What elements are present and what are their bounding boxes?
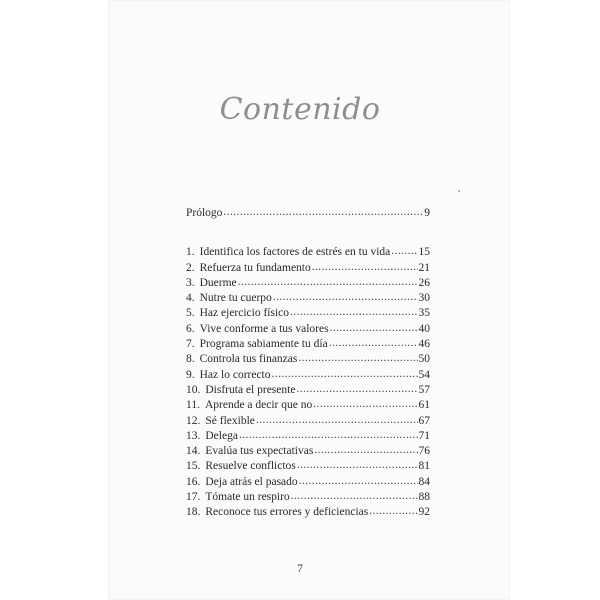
toc-entry-label: Vive conforme a tus valores (199, 322, 329, 335)
toc-entry-label: Haz lo correcto (199, 368, 271, 381)
dot-leader (239, 428, 418, 443)
toc-entry (186, 475, 430, 490)
dot-leader (238, 275, 418, 290)
toc-entry-page: 15 (418, 246, 430, 259)
toc-entry-number: 14. (186, 445, 201, 458)
toc-entry-page: 9 (424, 207, 430, 219)
toc-entry-label: Haz ejercicio físico (199, 307, 290, 320)
toc-entry-label: Evalúa tus expectativas (205, 445, 314, 458)
dot-leader (329, 336, 418, 351)
toc-entry-label: Nutre tu cuerpo (199, 292, 272, 305)
toc-entry (186, 322, 430, 337)
toc-entry (186, 490, 430, 505)
toc-entry-page: 61 (418, 399, 430, 412)
toc-entry-label: Tómate un respiro (205, 491, 290, 504)
toc-entry-page: 76 (418, 445, 430, 458)
page-number: 7 (297, 563, 303, 575)
page-title: Contenido (219, 92, 381, 127)
toc-entry (186, 245, 430, 260)
toc-entry-page: 21 (418, 261, 430, 274)
toc-entry-label: Sé flexible (205, 414, 255, 427)
toc-entry-number: 12. (186, 414, 201, 427)
toc-entry (186, 505, 430, 520)
table-of-contents (186, 206, 430, 521)
toc-entry-number: 13. (186, 429, 201, 442)
toc-entry (186, 368, 430, 383)
dot-leader (330, 321, 418, 336)
toc-entry-number: 18. (186, 506, 201, 519)
toc-entry-number: 5. (186, 307, 195, 320)
toc-entry-number: 8. (186, 353, 195, 366)
toc-entry-page: 35 (418, 307, 430, 320)
toc-entry-number: 7. (186, 338, 195, 351)
toc-entry (186, 429, 430, 444)
toc-entry-number: 17. (186, 491, 201, 504)
dot-leader (273, 290, 418, 305)
toc-entry-label: Deja atrás el pasado (205, 475, 298, 488)
dot-leader (290, 305, 417, 320)
toc-entry-label: Reconoce tus errores y deficiencias (205, 506, 369, 519)
toc-entry-page: 88 (418, 491, 430, 504)
toc-entry (186, 459, 430, 474)
dot-leader (312, 260, 418, 275)
toc-entry-label: Duerme (199, 276, 237, 289)
toc-entry-page: 67 (418, 414, 430, 427)
toc-entry-label: Controla tus finanzas (199, 353, 298, 366)
toc-entry-label: Disfruta el presente (205, 383, 296, 396)
toc-entry-page: 40 (418, 322, 430, 335)
toc-entry-label: Aprende a decir que no (204, 399, 313, 412)
dot-leader (391, 244, 417, 259)
toc-entry-page: 71 (418, 429, 430, 442)
toc-entry (186, 261, 430, 276)
toc-entry-prologue (186, 206, 430, 221)
toc-entry-label: Delega (205, 429, 238, 442)
toc-entry-page: 84 (418, 475, 430, 488)
chapter-list (186, 245, 430, 520)
toc-entry (186, 444, 430, 459)
toc-entry (186, 414, 430, 429)
dot-leader (313, 397, 417, 412)
paper-speck (458, 190, 460, 192)
toc-entry-number: 11. (186, 399, 200, 412)
dot-leader (223, 205, 423, 220)
toc-entry-number: 4. (186, 292, 195, 305)
toc-entry (186, 306, 430, 321)
dot-leader (298, 351, 417, 366)
toc-entry-page: 50 (418, 353, 430, 366)
toc-entry-number: 16. (186, 475, 201, 488)
dot-leader (256, 413, 418, 428)
toc-entry-label: Prólogo (186, 207, 223, 219)
toc-entry (186, 398, 430, 413)
toc-entry-label: Identifica los factores de estrés en tu vida (199, 246, 391, 259)
toc-entry-number: 15. (186, 460, 201, 473)
toc-entry-page: 81 (418, 460, 430, 473)
toc-entry (186, 276, 430, 291)
dot-leader (297, 458, 418, 473)
toc-entry-number: 3. (186, 276, 195, 289)
dot-leader (272, 367, 418, 382)
toc-entry-page: 46 (418, 338, 430, 351)
toc-entry (186, 337, 430, 352)
toc-entry-label: Refuerza tu fundamento (199, 261, 311, 274)
toc-entry-page: 57 (418, 383, 430, 396)
toc-entry-page: 26 (418, 276, 430, 289)
toc-entry-number: 6. (186, 322, 195, 335)
toc-entry-number: 9. (186, 368, 195, 381)
toc-entry-number: 10. (186, 383, 201, 396)
toc-entry-page: 30 (418, 292, 430, 305)
dot-leader (291, 489, 418, 504)
dot-leader (314, 443, 417, 458)
toc-entry (186, 291, 430, 306)
dot-leader (369, 504, 417, 519)
toc-entry-page: 92 (418, 506, 430, 519)
toc-entry (186, 352, 430, 367)
toc-entry-number: 1. (186, 246, 195, 259)
toc-entry-label: Programa sabiamente tu día (199, 338, 328, 351)
toc-entry-number: 2. (186, 261, 195, 274)
toc-entry-page: 54 (418, 368, 430, 381)
toc-entry-label: Resuelve conflictos (205, 460, 296, 473)
dot-leader (299, 474, 418, 489)
dot-leader (296, 382, 417, 397)
toc-entry (186, 383, 430, 398)
